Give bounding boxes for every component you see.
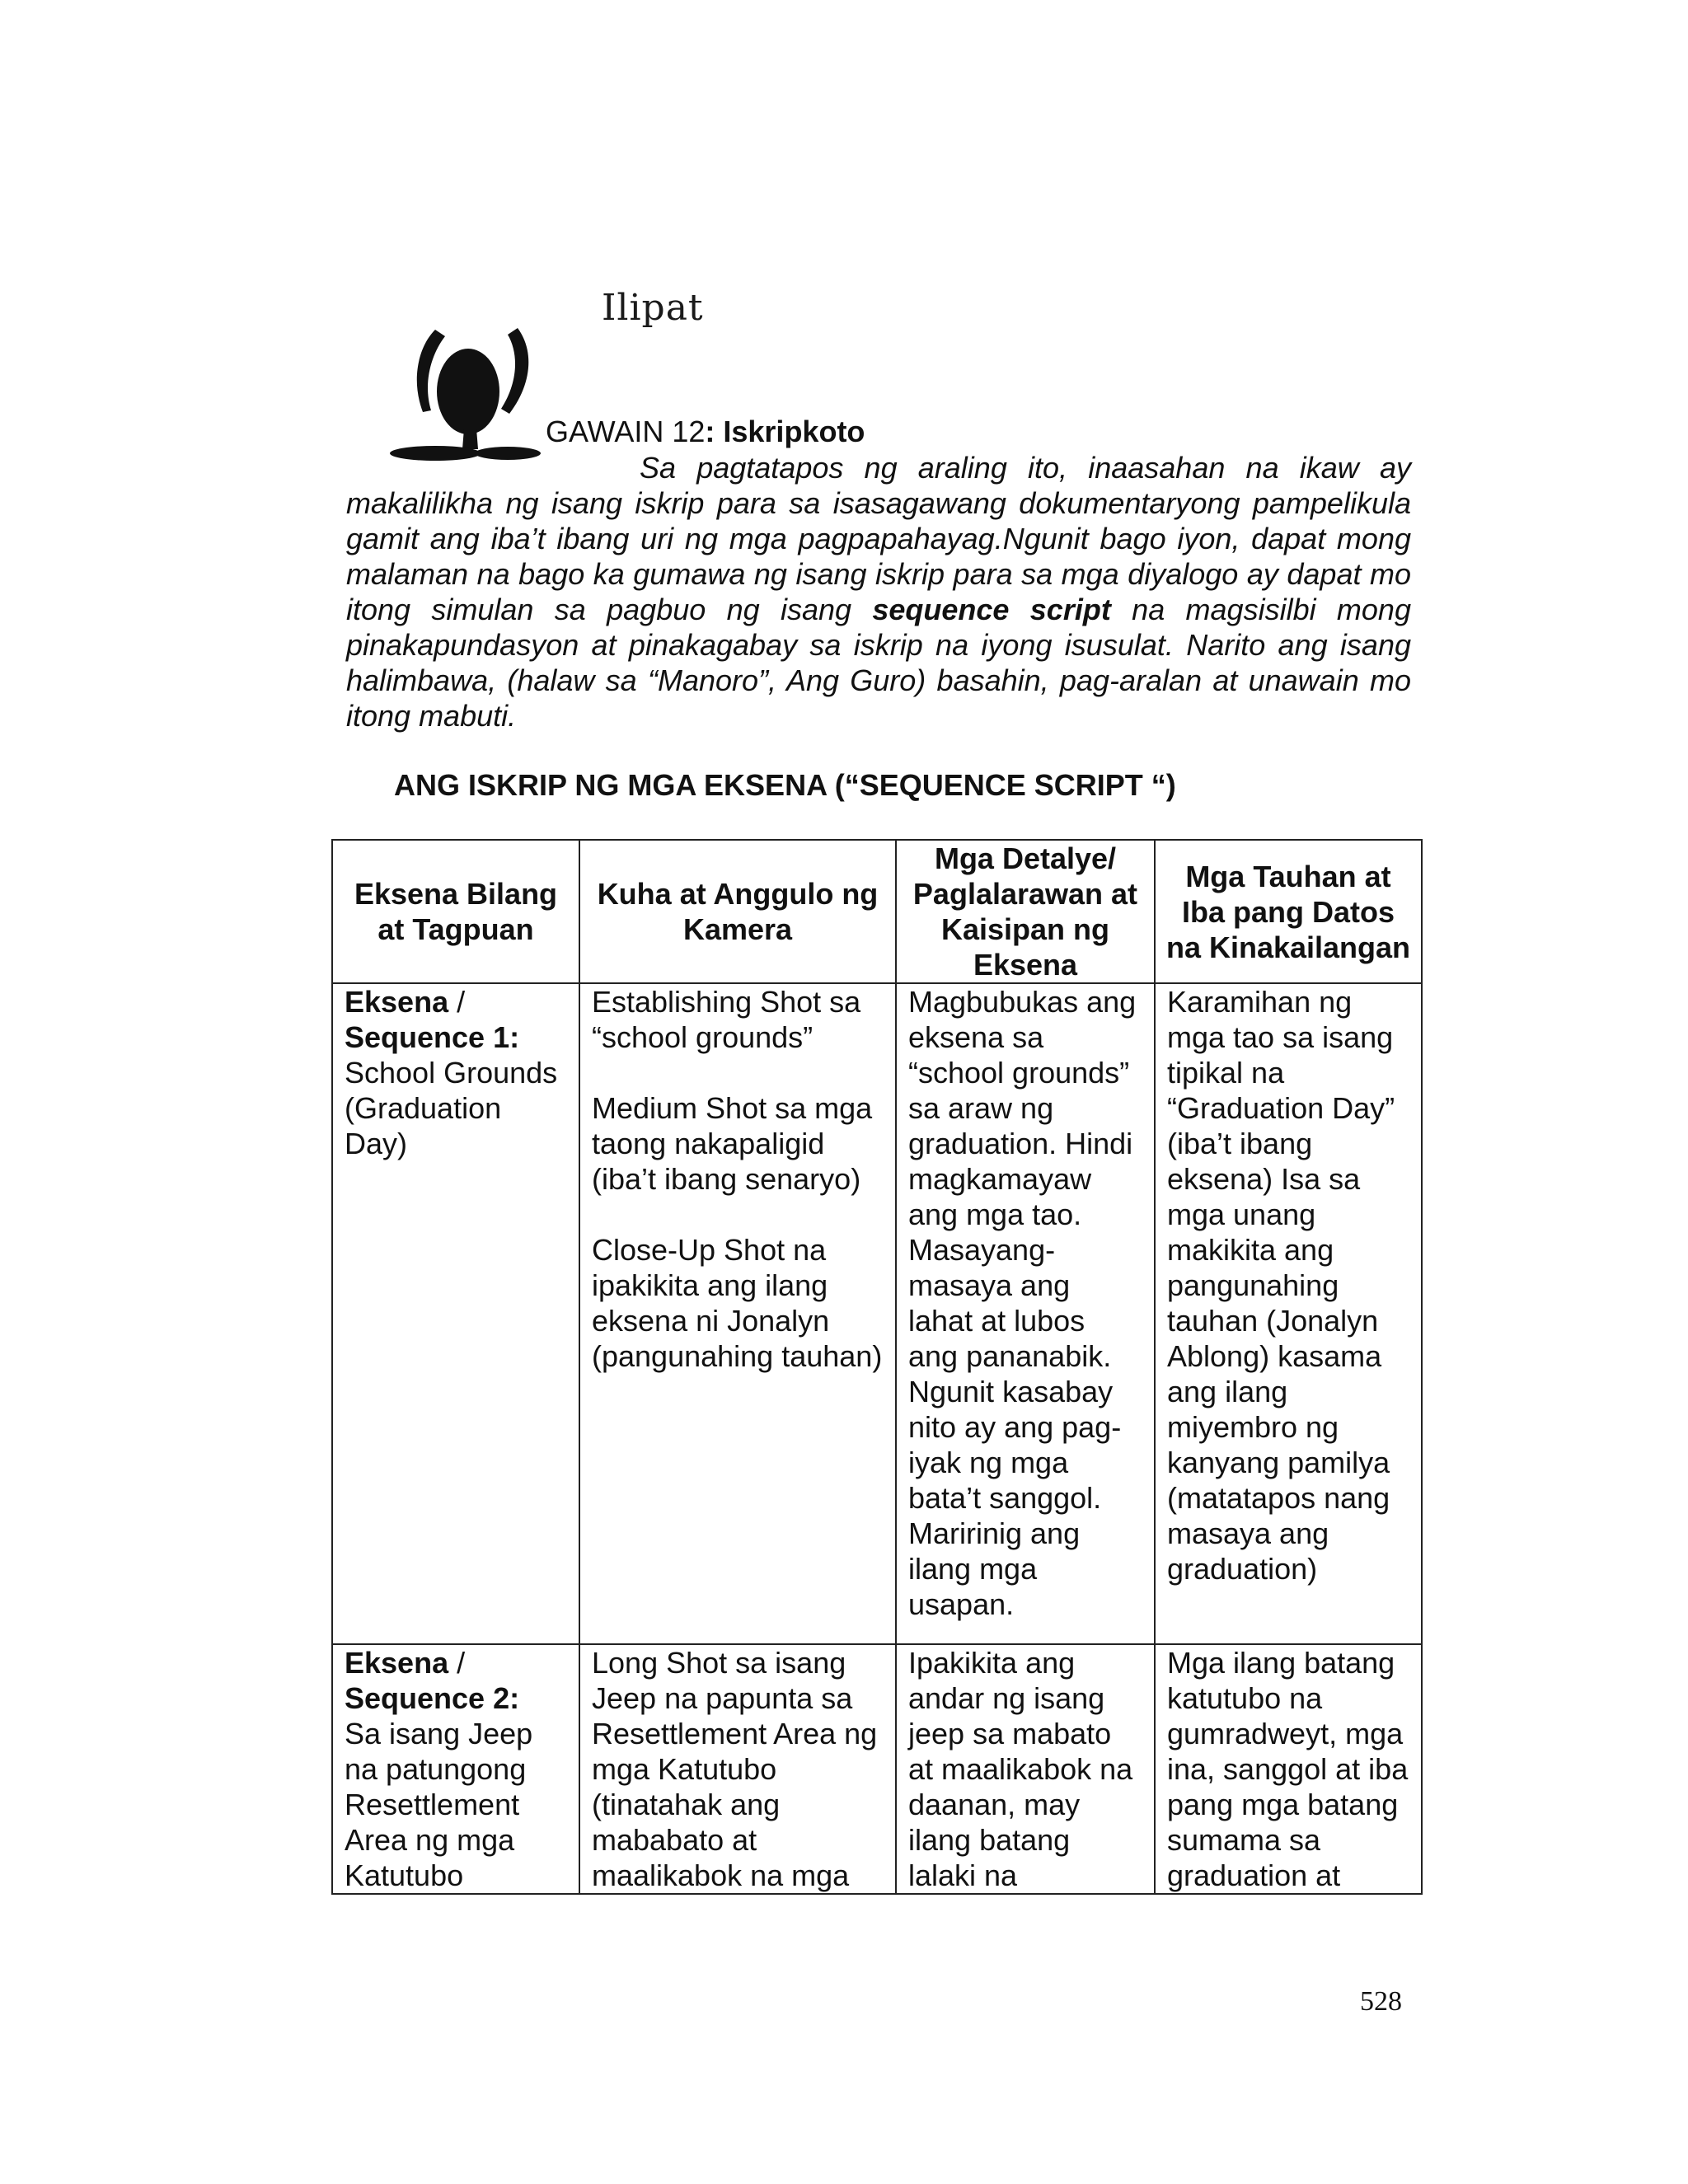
table-row [332,983,1422,1644]
header-details: Mga Detalye/ Paglalarawan at Kaisipan ng Eksena [896,840,1155,983]
activity-label: GAWAIN 12 [546,415,706,448]
scene-sequence: Sequence 1: [345,1020,520,1054]
intro-text-end: na magsisilbi mong pinakapundasyon at pinakagabay sa iskrip na iyong isusulat. Narito ang isang halimbawa, (halaw sa “Manoro”, Ang Guro) basahin, pag-aralan at unawain mo itong mabuti. [346,593,1411,733]
scene-place: School Grounds (Graduation Day) [345,1056,558,1160]
header-camera: Kuha at Anggulo ng Kamera [579,840,896,983]
table-row [332,1644,1422,1894]
details-cell: Magbubukas ang eksena sa “school grounds” sa araw ng graduation. Hindi magkamayaw ang mga tao. Masayang-masaya ang lahat at lubos ang pananabik. Ngunit kasabay nito ay ang pag-iyak ng mga bata’t sanggol. Maririnig ang ilang mga usapan. [896,983,1155,1644]
intro-paragraph [346,450,1411,733]
table-heading: ANG ISKRIP NG MGA EKSENA (“SEQUENCE SCRIPT “) [394,768,1176,802]
camera-cell: Long Shot sa isang Jeep na papunta sa Resettlement Area ng mga Katutubo (tinatahak ang mababato at maalikabok na mga [579,1644,896,1894]
characters-cell: Karamihan ng mga tao sa isang tipikal na “Graduation Day” (iba’t ibang eksena) Isa sa mga unang makikita ang pangunahing tauhan (Jonalyn Ablong) kasama ang ilang miyembro ng kanyang pamilya (matatapos nang masaya ang graduation) [1155,983,1422,1644]
activity-title [546,415,865,449]
scene-cell [332,1644,579,1894]
scene-slash: / [448,985,466,1019]
cheering-figure-icon [386,313,551,470]
camera-shot: Medium Shot sa mga taong nakapaligid (iba’t ibang senaryo) [592,1091,873,1196]
table-header-row [332,840,1422,983]
page-number: 528 [1360,1986,1402,2017]
scene-cell [332,983,579,1644]
scene-label: Eksena [345,1646,449,1680]
intro-text: Sa pagtatapos ng araling ito, inaasahan na ikaw ay makalilikha ng isang iskrip para sa isasagawang dokumentaryong pampelikula gamit ang iba’t ibang uri ng mga pagpapahayag.Ngunit bago iyon, dapat mong malaman na bago ka gumawa ng isang iskrip para sa mga diyalogo ay dapat mo itong simulan sa pagbuo ng isang [346,451,1411,626]
scene-place: Sa isang Jeep na patungong Resettlement Area ng mga Katutubo [345,1717,533,1892]
camera-cell [579,983,896,1644]
header-characters: Mga Tauhan at Iba pang Datos na Kinakailangan [1155,840,1422,983]
details-cell: Ipakikita ang andar ng isang jeep sa mabato at maalikabok na daanan, may ilang batang lalaki na [896,1644,1155,1894]
header-scene: Eksena Bilang at Tagpuan [332,840,579,983]
sequence-script-table [331,839,1423,1895]
scene-sequence: Sequence 2: [345,1681,520,1715]
camera-shot: Establishing Shot sa “school grounds” [592,985,861,1054]
scene-label: Eksena [345,985,449,1019]
activity-name: : Iskripkoto [705,415,865,448]
camera-shot: Close-Up Shot na ipakikita ang ilang eksena ni Jonalyn (pangunahing tauhan) [592,1233,883,1373]
intro-bold-term: sequence script [872,593,1111,626]
characters-cell: Mga ilang batang katutubo na gumradweyt, mga ina, sanggol at iba pang mga batang sumama sa graduation at [1155,1644,1422,1894]
section-title: Ilipat [602,287,704,329]
scene-slash: / [448,1646,466,1680]
